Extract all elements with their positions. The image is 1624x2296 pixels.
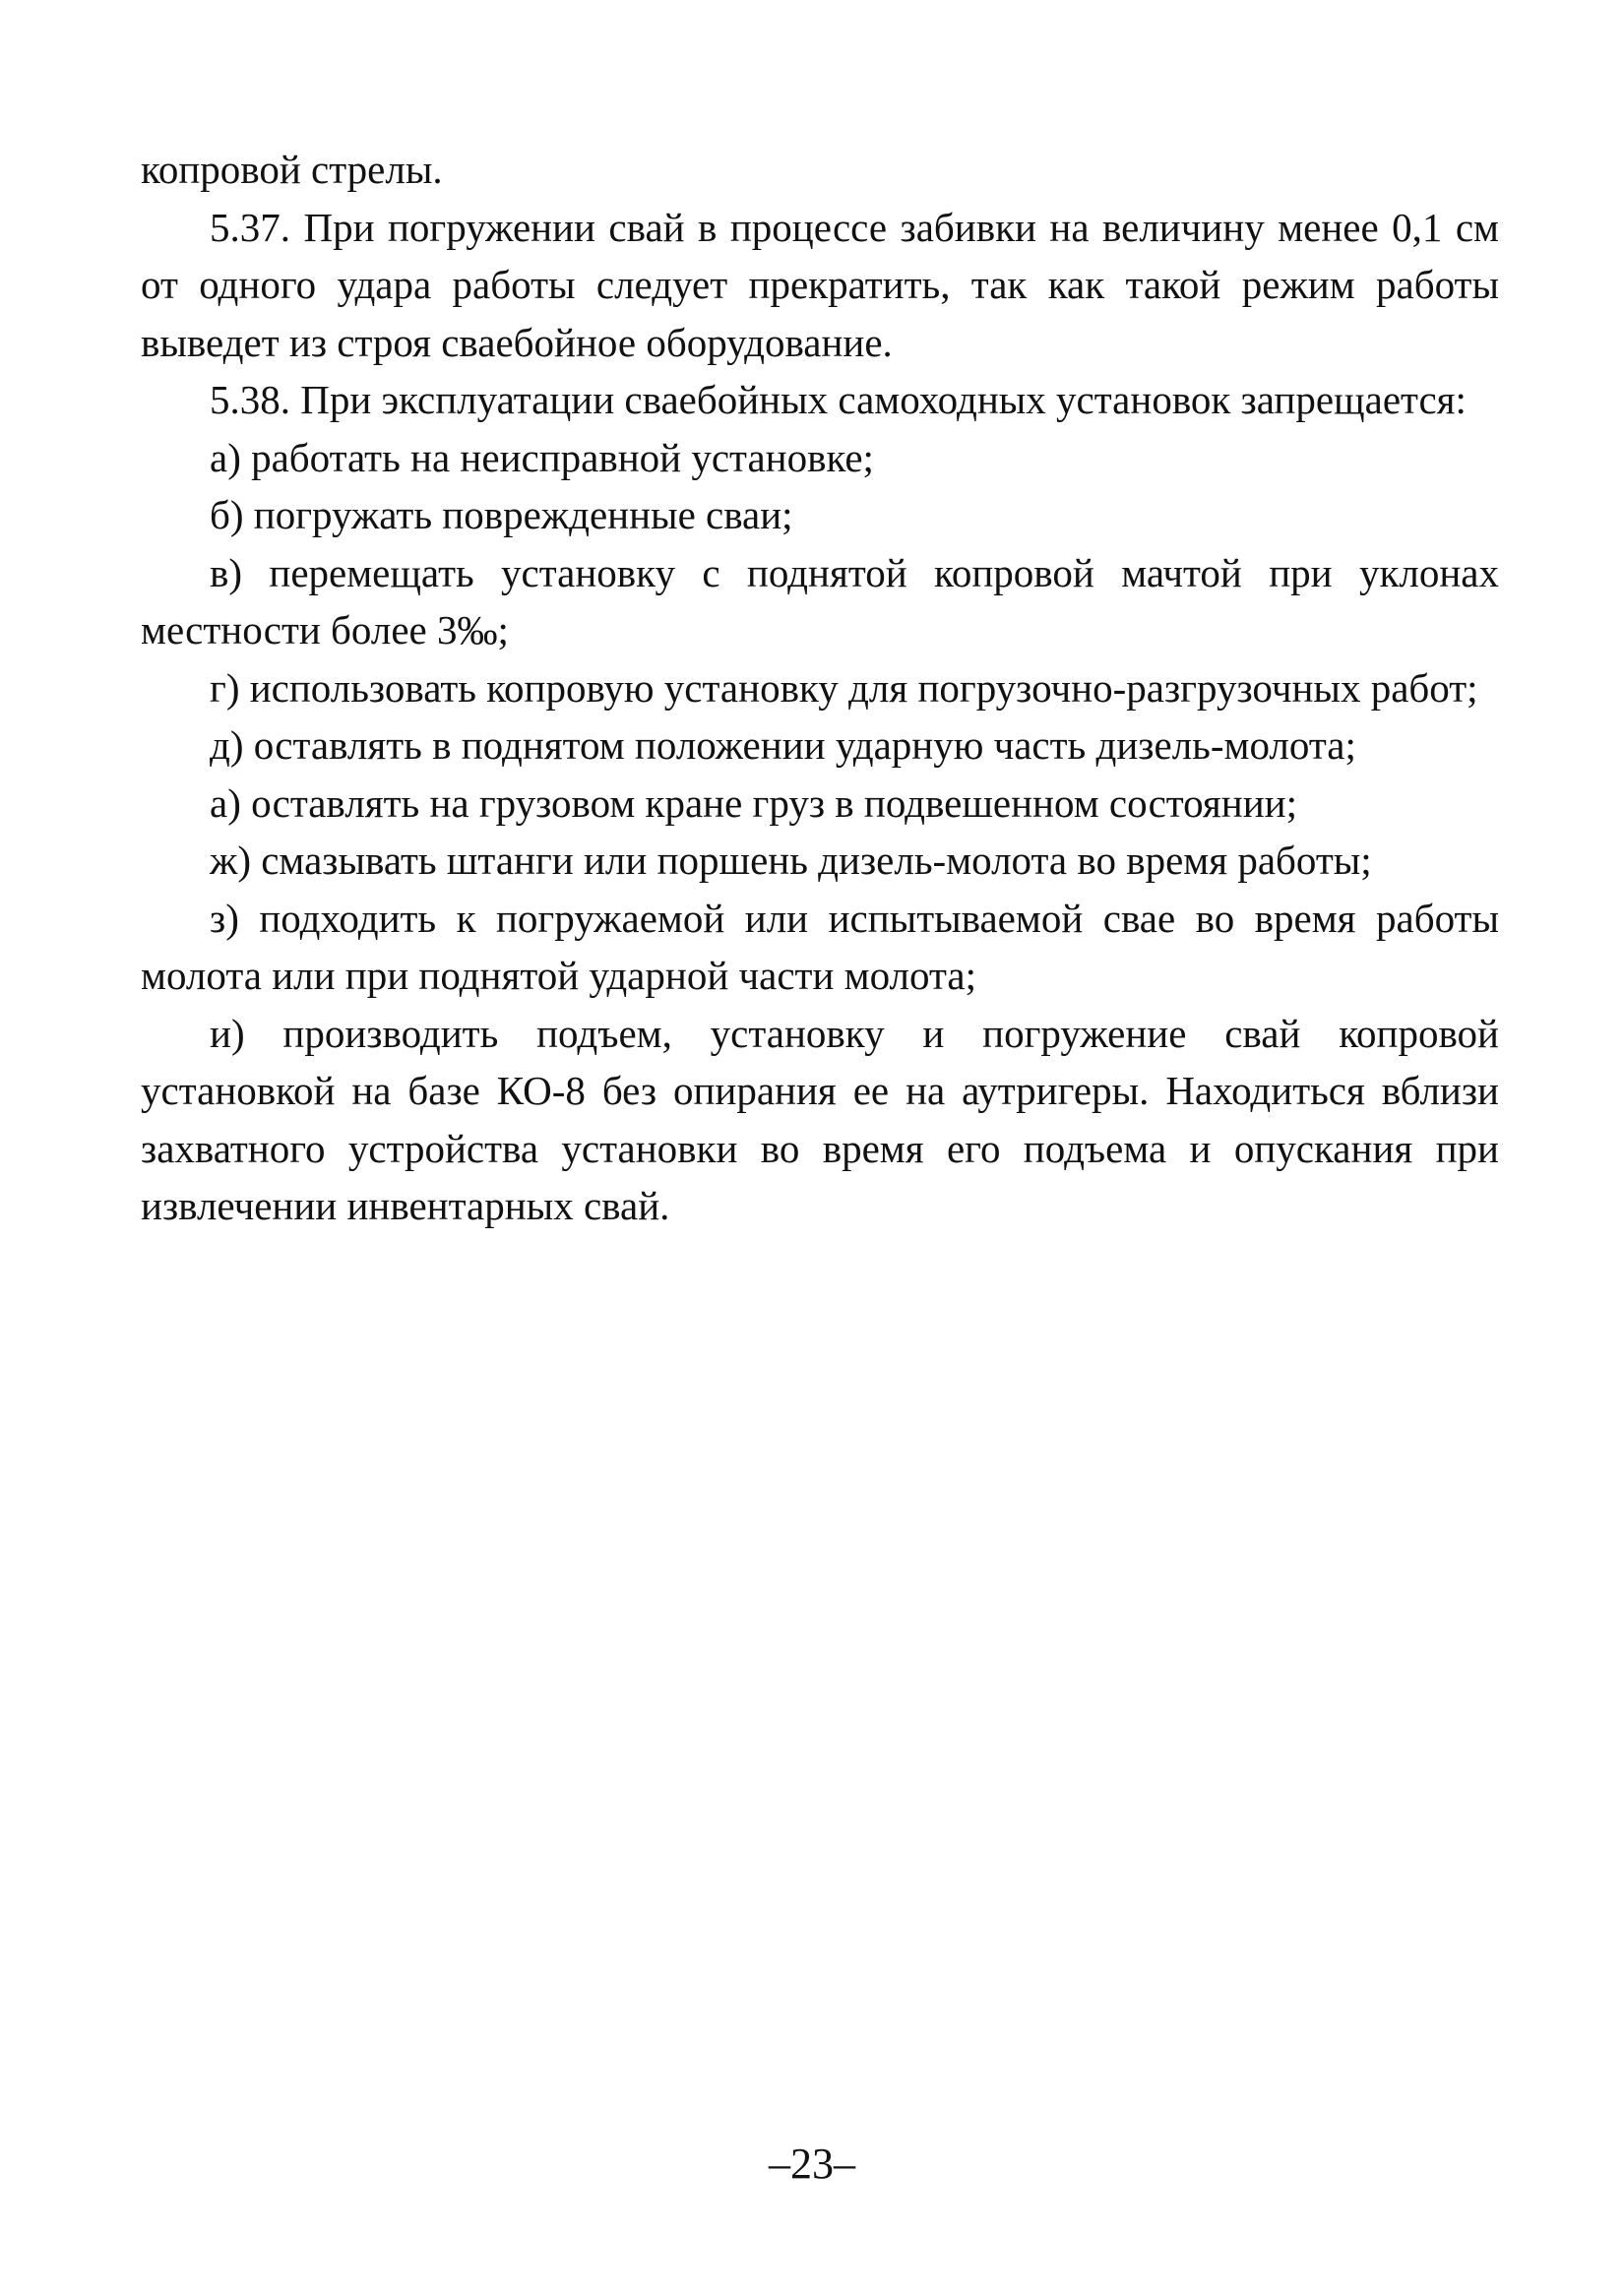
list-item-d: д) оставлять в поднятом положении ударную часть дизель-молота; xyxy=(210,722,1356,768)
page-body-text xyxy=(141,141,1499,1235)
list-item-g: г) использовать копровую установку для погрузочно-разгрузочных работ; xyxy=(210,664,1478,711)
list-item-a2: а) оставлять на грузовом кране груз в подвешенном состоянии; xyxy=(210,779,1297,826)
paragraph-continuation: копровой стрелы. xyxy=(141,147,443,192)
list-item-a: а) работать на неисправной установке; xyxy=(210,434,874,480)
list-item-z: з) подходить к погружаемой или испытываемой свае во время работы молота или при поднятой ударной части молота; xyxy=(141,895,1499,998)
page-number: –23– xyxy=(769,2140,855,2188)
list-item-i: и) производить подъем, установку и погружение свай копровой установкой на базе КО-8 без опирания ее на аутригеры. Находиться вблизи захватного устройства установки во время его подъема и опускания при извлечении инвентарных свай. xyxy=(141,1010,1499,1228)
list-item-v: в) перемещать установку с поднятой копровой мачтой при уклонах местности более 3‰; xyxy=(141,549,1499,652)
paragraph-5-37: 5.37. При погружении свай в процессе забивки на величину менее 0,1 см от одного удара работы следует прекратить, так как такой режим работы выведет из строя сваебойное оборудование. xyxy=(141,204,1499,365)
paragraph-5-38: 5.38. При эксплуатации сваебойных самоходных установок запрещается: xyxy=(210,377,1467,422)
list-item-zh: ж) смазывать штанги или поршень дизель-молота во время работы; xyxy=(210,838,1372,883)
list-item-b: б) погружать поврежденные сваи; xyxy=(210,492,793,537)
